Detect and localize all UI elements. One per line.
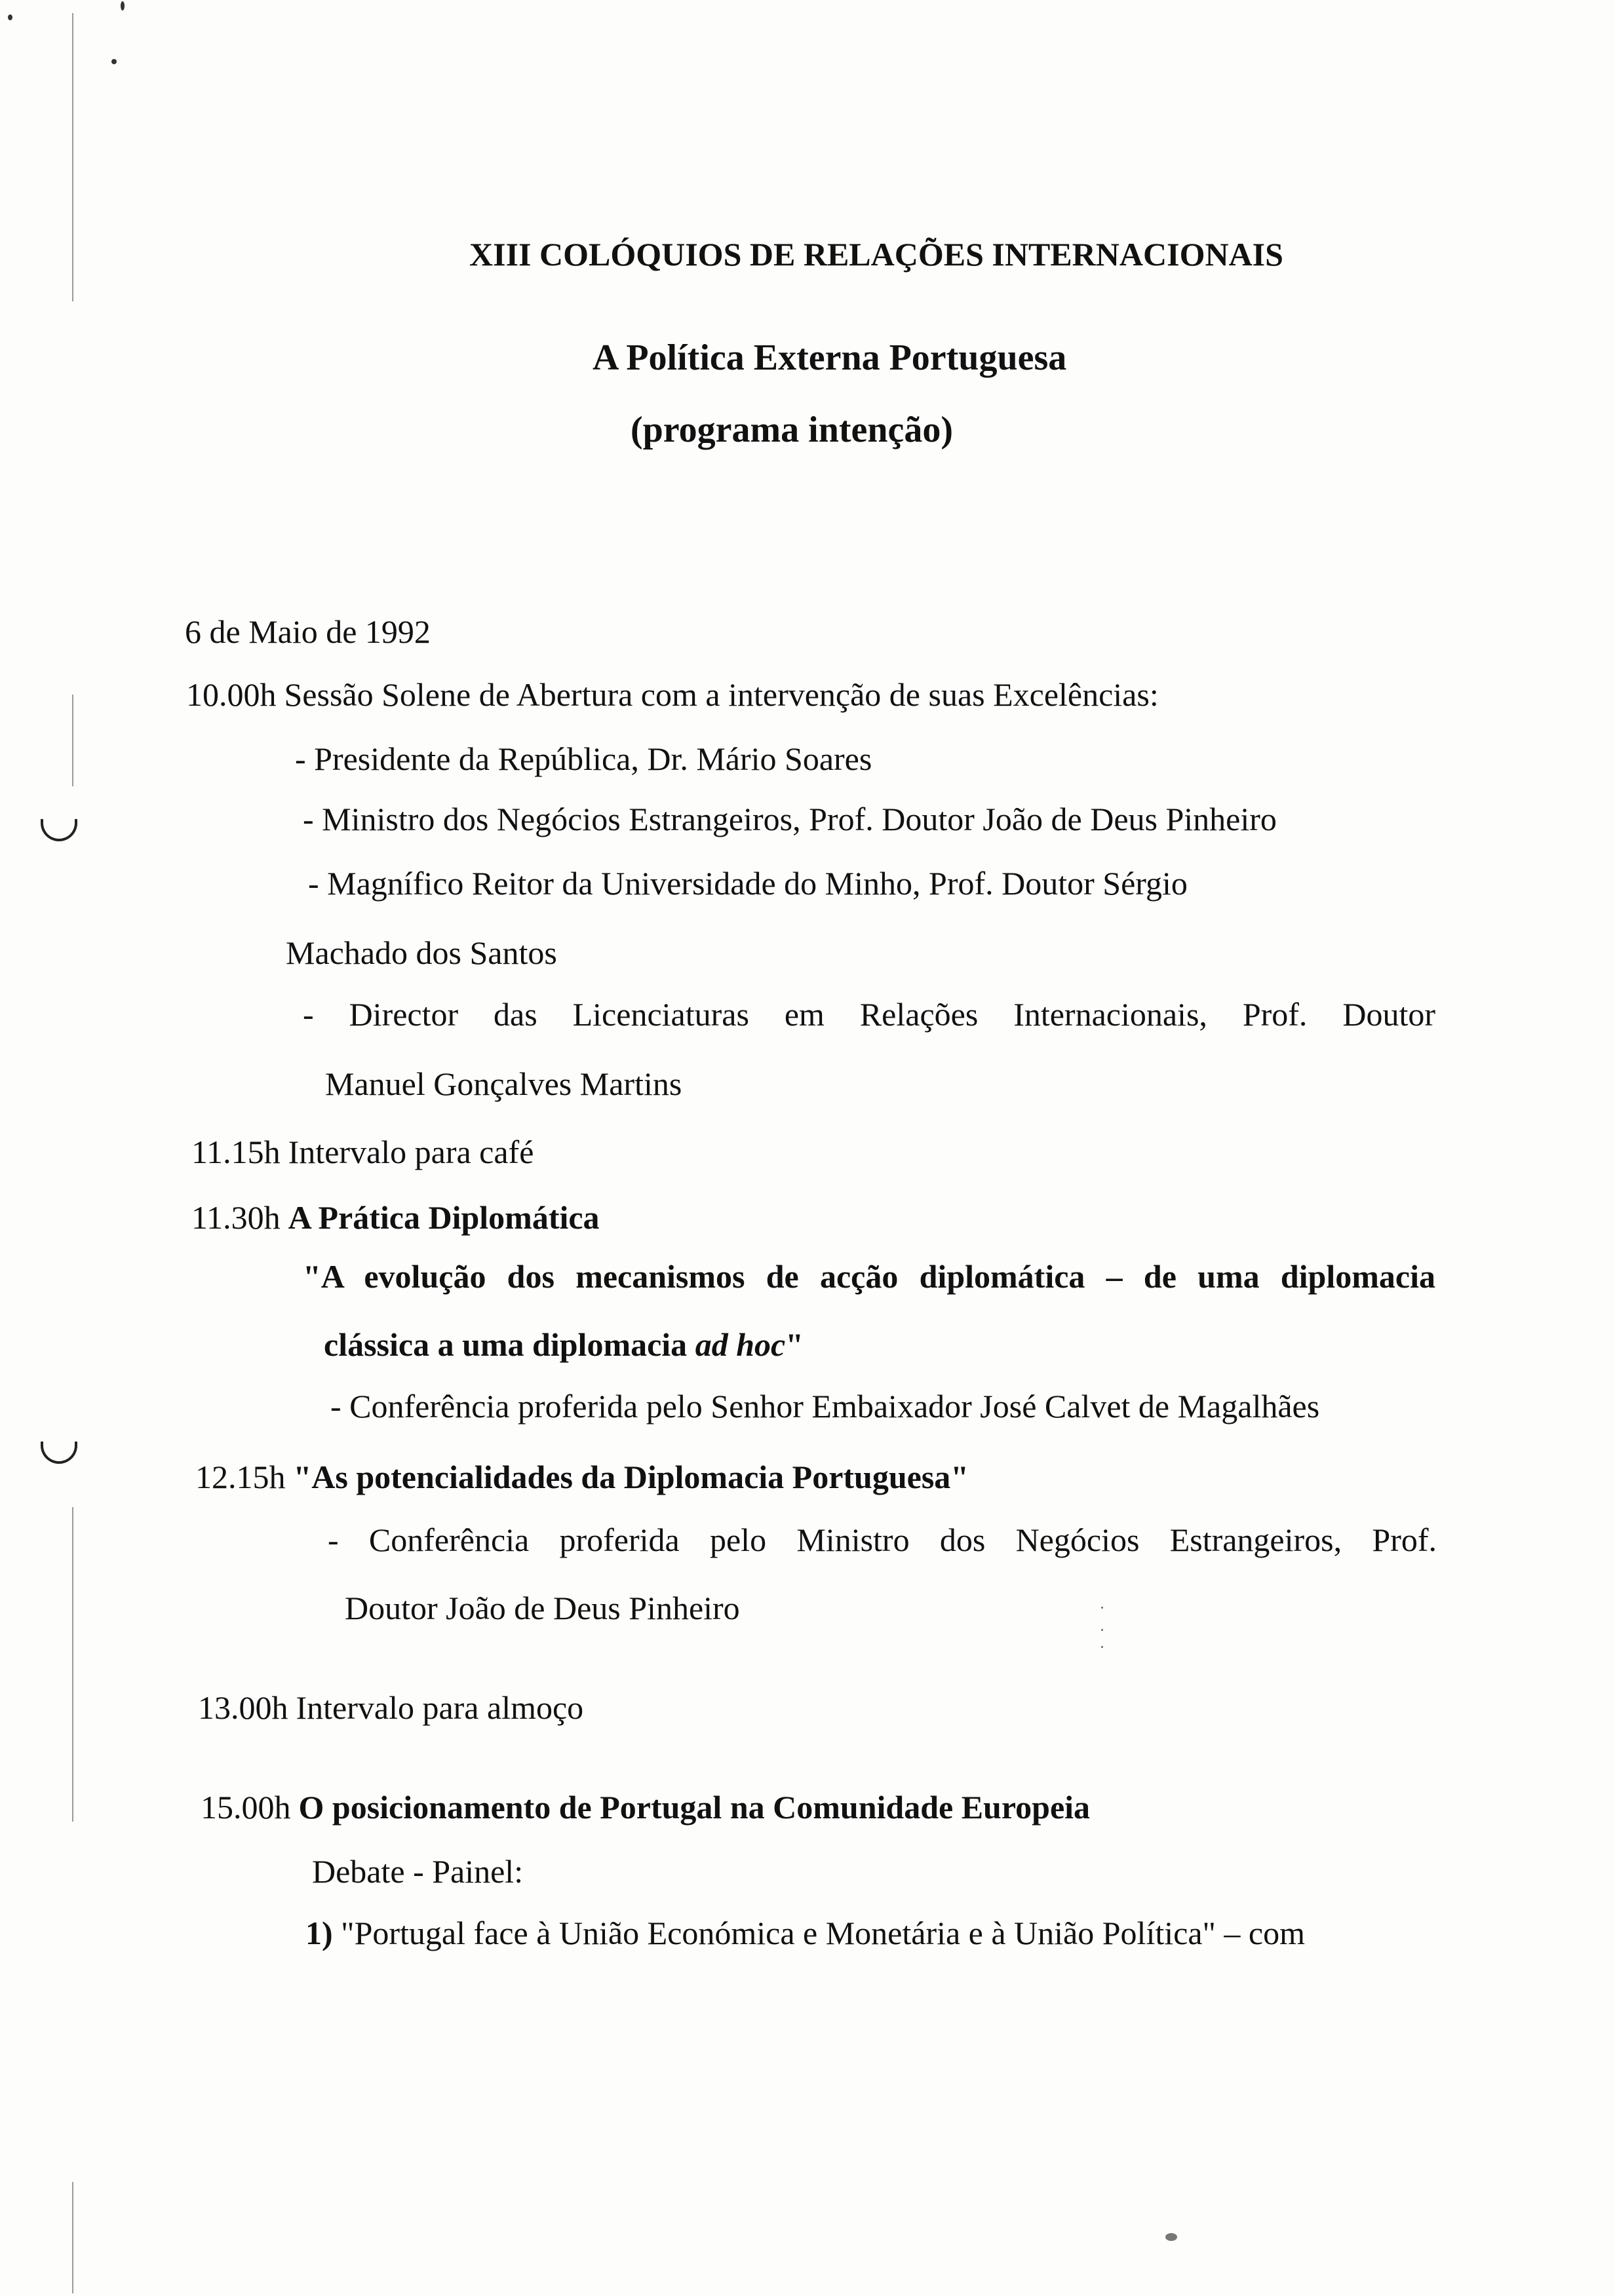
schedule-item-potential (195, 1457, 969, 1497)
document-subtitle: A Política Externa Portuguesa (593, 337, 1067, 378)
schedule-text: Intervalo para almoço (296, 1689, 584, 1726)
document-subtitle-note: (programa intenção) (631, 410, 953, 450)
session-title: A Prática Diplomática (288, 1199, 600, 1236)
document-title: XIII COLÓQUIOS DE RELAÇÕES INTERNACIONAIS (469, 236, 1283, 273)
schedule-time: 11.15h (191, 1134, 281, 1170)
session-format: Debate - Painel: (312, 1853, 524, 1890)
speaker-line: - Magnífico Reitor da Universidade do Minho, Prof. Doutor Sérgio (308, 865, 1188, 902)
scan-speck (111, 59, 117, 64)
lecture-title-line: "A evolução dos mecanismos de acção diplomática – de uma diplomacia (303, 1258, 1435, 1295)
scan-speck (8, 14, 12, 20)
speaker-line: Machado dos Santos (286, 934, 557, 971)
schedule-text: Intervalo para café (288, 1134, 534, 1170)
schedule-time: 10.00h (186, 676, 277, 713)
schedule-time: 13.00h (198, 1689, 288, 1726)
lecture-title-emphasis: ad hoc (695, 1326, 786, 1363)
scan-binding-mark (41, 1442, 77, 1464)
panel-item-text: "Portugal face à União Económica e Monetária e à União Política" – com (341, 1915, 1306, 1951)
speaker-line: - Conferência proferida pelo Ministro dos Negócios Estrangeiros, Prof. (328, 1521, 1437, 1558)
scan-speck (1101, 1607, 1103, 1609)
scan-margin-line (72, 1507, 73, 1822)
schedule-time: 15.00h (201, 1789, 291, 1826)
scan-speck (1101, 1629, 1103, 1631)
schedule-time: 12.15h (195, 1459, 286, 1495)
schedule-item-coffee (191, 1132, 534, 1172)
scan-binding-mark (41, 819, 77, 841)
scan-speck (121, 1, 125, 10)
schedule-item-opening (186, 675, 1159, 714)
panel-item (305, 1913, 1305, 1953)
speaker-line: - Director das Licenciaturas em Relações Internacionais, Prof. Doutor (303, 996, 1435, 1033)
scan-speck (1101, 1646, 1103, 1648)
program-date: 6 de Maio de 1992 (185, 613, 431, 650)
schedule-item-europe (201, 1788, 1090, 1827)
speaker-line: - Ministro dos Negócios Estrangeiros, Prof. Doutor João de Deus Pinheiro (303, 801, 1277, 837)
scan-speck (1165, 2233, 1177, 2241)
session-title: O posicionamento de Portugal na Comunidade Europeia (298, 1789, 1091, 1826)
scan-margin-line (72, 13, 73, 301)
scan-margin-line (72, 695, 73, 786)
schedule-time: 11.30h (191, 1199, 281, 1236)
speaker-line: Doutor João de Deus Pinheiro (345, 1590, 740, 1626)
lecture-title-text: clássica a uma diplomacia (324, 1326, 695, 1363)
lecture-title-line (324, 1325, 804, 1364)
panel-item-number: 1) (305, 1915, 333, 1951)
schedule-text: Sessão Solene de Abertura com a intervenção de suas Excelências: (284, 676, 1159, 713)
lecture-title-quote: " (785, 1326, 804, 1363)
speaker-line: Manuel Gonçalves Martins (325, 1065, 682, 1102)
schedule-item-diplomacy (191, 1198, 600, 1237)
session-title: "As potencialidades da Diplomacia Portuguesa" (293, 1459, 969, 1495)
scan-margin-line (72, 2182, 73, 2293)
speaker-line: - Conferência proferida pelo Senhor Embaixador José Calvet de Magalhães (330, 1388, 1320, 1425)
schedule-item-lunch (198, 1688, 583, 1727)
speaker-line: - Presidente da República, Dr. Mário Soares (295, 740, 872, 777)
